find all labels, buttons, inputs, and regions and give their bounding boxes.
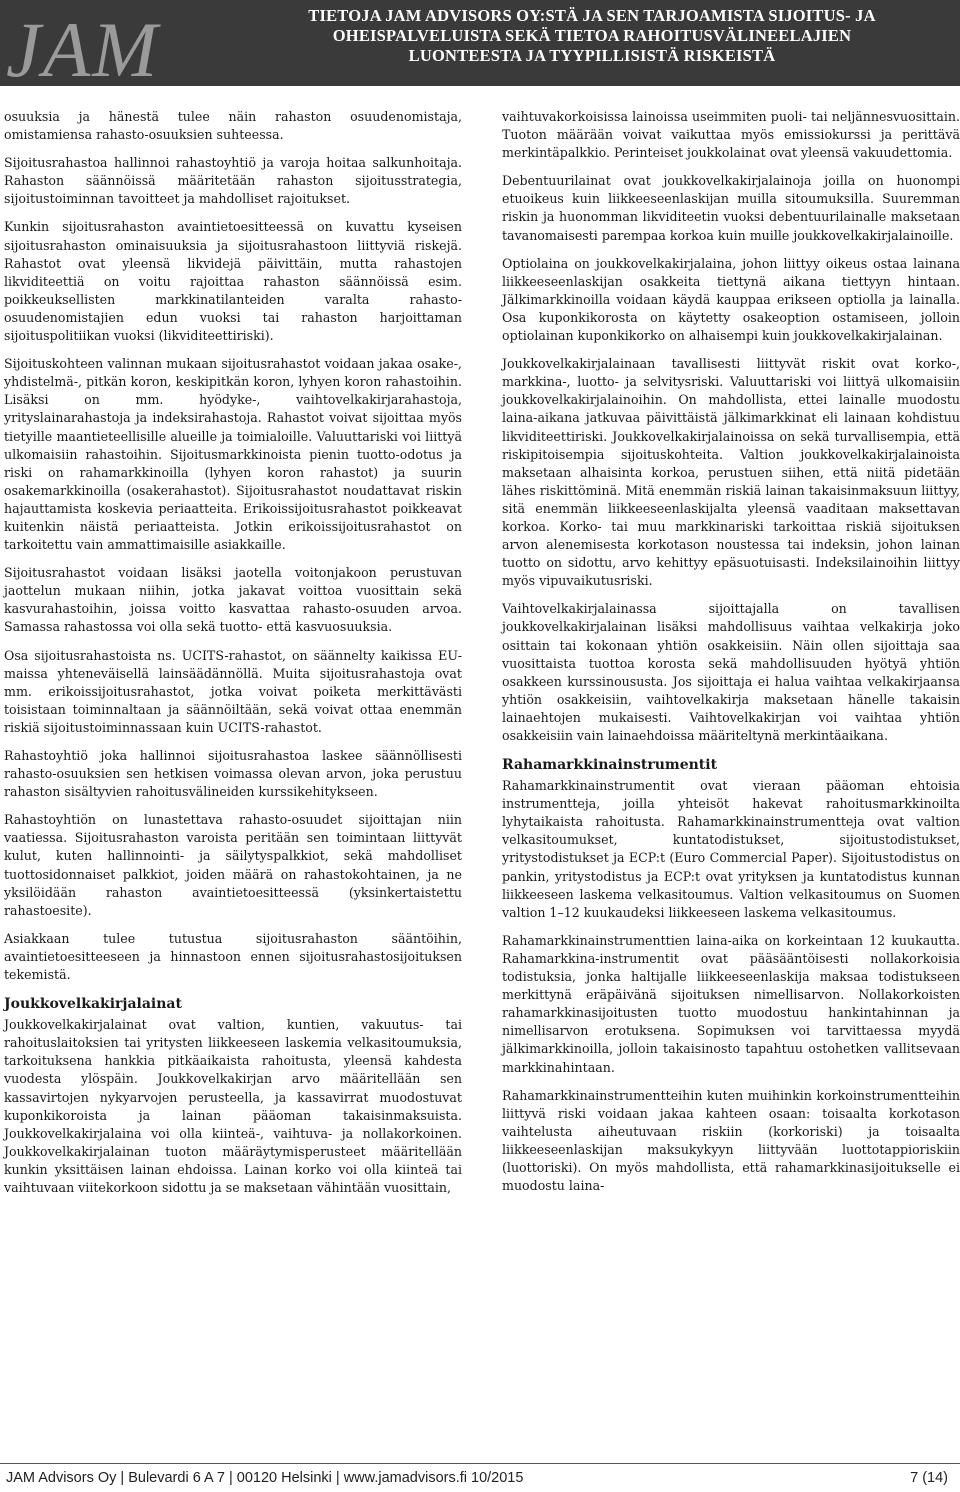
paragraph: Sijoitusrahastoa hallinnoi rahastoyhtiö ja varoja hoitaa salkunhoitaja. Rahaston säännöissä määritetään rahaston sijoitusstrategia, sijoitustoiminnan tavoitteet ja mahdolliset rajoitukset.	[4, 155, 462, 207]
paragraph: Debentuurilainat ovat joukkovelkakirjalainoja joilla on huonompi etuoikeus kuin liikkeeseenlaskijan muilla sitoumuksilla. Suuremman riskin ja huonomman likviditeetin vuoksi debentuurilainalle maksetaan tavanomaisesti parempaa korkoa kuin muille joukkovelkakirjalainoille.	[502, 173, 960, 243]
paragraph: Kunkin sijoitusrahaston avaintietoesitteessä on kuvattu kyseisen sijoitusrahaston ominaisuuksia ja sijoitusrahastoon liittyviä riskejä. Rahastot ovat yleensä likvidejä päivittäin, mutta rahastojen likviditeettiä on voitu rajoittaa rahaston säännöissä esim. poikkeuksellisten markkinatilanteiden varalta rahasto-osuudenomistajien edun vuoksi tai rahaston harjoittaman sijoituspolitiikan vuoksi (likviditeettiriski).	[4, 219, 462, 344]
paragraph: Optiolaina on joukkovelkakirjalaina, johon liittyy oikeus ostaa lainana liikkeeseenlaskijan osakkeita tiettynä aikana tiettyyn hintaan. Jälkimarkkinoilla voidaan käydä kauppaa erikseen optiolla ja lainalla. Osa kuponkikorosta on käytetty osakeoption ostamiseen, jolloin optiolainan kuponkikorko on alhaisempi kuin joukkovelkakirjalainan.	[502, 255, 960, 344]
footer-contact: JAM Advisors Oy | Bulevardi 6 A 7 | 00120 Helsinki | www.jamadvisors.fi 10/2015	[6, 1470, 524, 1486]
paragraph: Sijoituskohteen valinnan mukaan sijoitusrahastot voidaan jakaa osake-, yhdistelmä-, pitkän koron, keskipitkän koron, lyhyen koron rahastoihin. Lisäksi on mm. hyödyke-, vaihtovelkakirjarahastoja, yrityslainarahastoja ja indeksirahastoja. Rahastot voivat sijoittaa myös tietyille maantieteellisille alueille ja toimialoille. Valuuttariski voi liittyä ulkomaisiin rahastoihin. Sijoitusmarkkinoista pienin tuotto-odotus ja riski on rahamarkkinoilla (lyhyen koron rahastot) ja suurin osakemarkkinoilla (osakerahastot). Sijoitusrahastot noudattavat riskin hajauttamista koskevia periaatteita. Erikoissijoitusrahastot poikkeavat kuitenkin näistä periaatteista. Jotkin erikoissijoitusrahastot on tarkoitettu vain ammattimaisille asiakkaille.	[4, 356, 462, 553]
paragraph: Rahamarkkinainstrumentteihin kuten muihinkin korkoinstrumentteihin liittyvä riski voidaan jakaa kahteen osaan: toisaalta korkotason vaihtelusta aiheutuvaan riskiin (korkoriski) ja toisaalta liikkeeseenlaskijan maksukykyyn liittyvään luottotappioriskiin (luottoriski). On myös mahdollista, että rahamarkkinasijoitukselle ei muodostu laina-	[502, 1087, 960, 1194]
logo-text: JAM	[6, 6, 160, 86]
paragraph: Sijoitusrahastot voidaan lisäksi jaotella voitonjakoon perustuvan jaottelun mukaan niihin, jotka jakavat voittoa vuosittain sekä kasvurahastoihin, joissa voitto kasvattaa rahasto-osuuden arvoa. Samassa rahastossa voi olla sekä tuotto- että kasvuosuuksia.	[4, 565, 462, 635]
paragraph: Rahamarkkinainstrumenttien laina-aika on korkeintaan 12 kuukautta. Rahamarkkina-instrumentit ovat pääsääntöisesti nollakorkoisia todistuksia, jonka haltijalle liikkeeseenlaskija maksaa todistukseen merkittynä eräpäivänä sijoituksen nimellisarvon. Nollakorkoisten rahamarkkinasijoitusten tuotto muodostuu hankintahinnan ja nimellisarvon erotuksena. Sopimuksen voi tarvittaessa myydä jälkimarkkinoilla, jolloin takaisinosto tapahtuu ostohetken vallitsevaan markkinahintaan.	[502, 932, 960, 1075]
paragraph: Vaihtovelkakirjalainassa sijoittajalla on tavallisen joukkovelkakirjalainan lisäksi mahdollisuus vaihtaa velkakirja joko osittain tai kokonaan yhtiön osakkeisiin. Näin ollen sijoittaja saa vuosittaista tuottoa korosta sekä mahdollisuuden hyötyä yhtiön osakkeen kurssinoususta. Jos sijoittaja ei halua vaihtaa velkakirjaansa yhtiön osakkeisiin, vaihtovelkakirja maksetaan hänelle takaisin lainaehtojen mukaisesti. Vaihtovelkakirjan voi vaihtaa yhtiön osakkeisiin vain lainaehdoissa määriteltynä merkintäaikana.	[502, 601, 960, 743]
left-column	[4, 108, 462, 1207]
header-title-line: OHEISPALVELUISTA SEKÄ TIETOA RAHOITUSVÄLINEELAJIEN	[332, 26, 852, 45]
header-title-line: TIETOJA JAM ADVISORS OY:STÄ JA SEN TARJOAMISTA SIJOITUS- JA	[308, 6, 876, 25]
jam-logo	[2, 0, 182, 86]
paragraph: Asiakkaan tulee tutustua sijoitusrahaston sääntöihin, avaintietoesitteeseen ja hinnastoon ennen sijoitusrahastosijoituksen tekemistä.	[4, 930, 462, 983]
paragraph: Rahastoyhtiön on lunastettava rahasto-osuudet sijoittajan niin vaatiessa. Sijoitusrahaston varoista peritään sen toimintaan liittyvät kulut, kuten hallinnointi- ja säilytyspalkkiot, sekä mahdolliset tuottosidonnaiset palkkiot, joiden määrä on rahastokohtainen, ja ne yksilöidään rahaston avaintietoesitteessä (yksinkertaistettu rahastoesite).	[4, 812, 462, 918]
paragraph: Osa sijoitusrahastoista ns. UCITS-rahastot, on säännelty kaikissa EU-maissa yhteneväisellä lainsäädännöllä. Muita sijoitusrahastoja ovat mm. erikoissijoitusrahastot, jotka voivat poiketa merkittävästi toisistaan toiminnaltaan ja säännöiltään, sekä voivat ottaa enemmän riskiä sijoitustoiminnassaan kuin UCITS-rahastot.	[4, 647, 462, 735]
paragraph: osuuksia ja hänestä tulee näin rahaston osuudenomistaja, omistamiensa rahasto-osuuksien suhteessa.	[4, 109, 462, 143]
right-column	[502, 108, 960, 1205]
paragraph: vaihtuvakorkoisissa lainoissa useimmiten puoli- tai neljännesvuosittain. Tuoton määrään voivat vaikuttaa myös emissiokurssi ja perittävä merkintäpalkkio. Perinteiset joukkolainat ovat yleensä vakuudettomia.	[502, 109, 960, 161]
header-title-line: LUONTEESTA JA TYYPILLISISTÄ RISKEISTÄ	[408, 46, 776, 65]
paragraph: Rahastoyhtiö joka hallinnoi sijoitusrahastoa laskee säännöllisesti rahasto-osuuksien sen hetkisen voimassa olevan arvon, joka perustuu rahaston sisältyvien rahoitusvälineiden kurssikehitykseen.	[4, 748, 462, 800]
paragraph: Joukkovelkakirjalainat ovat valtion, kuntien, vakuutus- tai rahoituslaitoksien tai yritysten liikkeeseen laskemia velkasitoumuksia, tarkoituksena hankkia pitkäaikaista rahoitusta, yleensä kahdesta vuodesta ylöspäin. Joukkovelkakirjan arvo määritellään sen kassavirtojen nykyarvojen perusteella, ja kassavirrat muodostuvat kuponkikoroista ja lainan pääoman takaisinmaksuista. Joukkovelkakirjalaina voi olla kiinteä-, vaihtuva- ja nollakorkoinen. Joukkovelkakirjalainan tuoton määräytymisperusteet määritellään kunkin yksittäisen lainan ehdoissa. Lainan korko voi olla kiinteä tai vaihtuvaan viitekorkoon sidottu ja se maksetaan vähintään vuosittain,	[4, 1017, 462, 1195]
page-number: 7 (14)	[910, 1470, 948, 1486]
paragraph: Joukkovelkakirjalainaan tavallisesti liittyvät riskit ovat korko-, markkina-, luotto- ja selvitysriski. Valuuttariski voi liittyä ulkomaisiin joukkovelkakirjalainoihin. On mahdollista, ettei lainalle muodostu laina-aikana jatkuvaa päivittäistä jälkimarkkinat eli lainaan kohdistuu likviditeettiriski. Joukkovelkakirjalainoissa on sekä turvallisempia, että riskipitoisempia sijoituskohteita. Valtion joukkovelkakirjalainoista maksetaan alhaisinta korkoa, perustuen siihen, että niitä pidetään lähes riskittöminä. Mitä enemmän riskiä lainan takaisinmaksuun liittyy, sitä enemmän liikkeeseenlaskijalta yleensä vaaditaan maksettavan korkoa. Korko- tai muu markkinariski tarkoittaa riskiä sijoituksen arvon alenemisesta korkotason noustessa tai indeksin, johon lainan tuotto on sidottu, arvo kehittyy epäsuotuisasti. Indeksilainoihin liittyy myös vipuvaikutusriski.	[502, 356, 960, 589]
paragraph: Rahamarkkinainstrumentit ovat vieraan pääoman ehtoisia instrumentteja, joilla yhteisöt hakevat rahoitusmarkkinoilta lyhytaikaista rahoitusta. Rahamarkkinainstrumentteja ovat valtion velkasitoumukset, kuntatodistukset, sijoitustodistukset, yritystodistukset ja ECP:t (Euro Commercial Paper). Sijoitustodistus on pankin, yritystodistus ja ECP:t ovat yrityksen ja kuntatodistus kunnan liikkeeseen laskema velkasitoumus. Valtion velkasitoumus on Suomen valtion 1–12 kuukaudeksi liikkeeseen laskema velkasitoumus.	[502, 778, 960, 920]
header-title	[242, 6, 942, 66]
section-heading: Rahamarkkinainstrumentit	[502, 757, 718, 774]
page-header	[0, 0, 960, 86]
footer-divider	[0, 1463, 960, 1464]
section-heading: Joukkovelkakirjalainat	[4, 996, 182, 1013]
jam-logo-graphic	[2, 0, 182, 86]
